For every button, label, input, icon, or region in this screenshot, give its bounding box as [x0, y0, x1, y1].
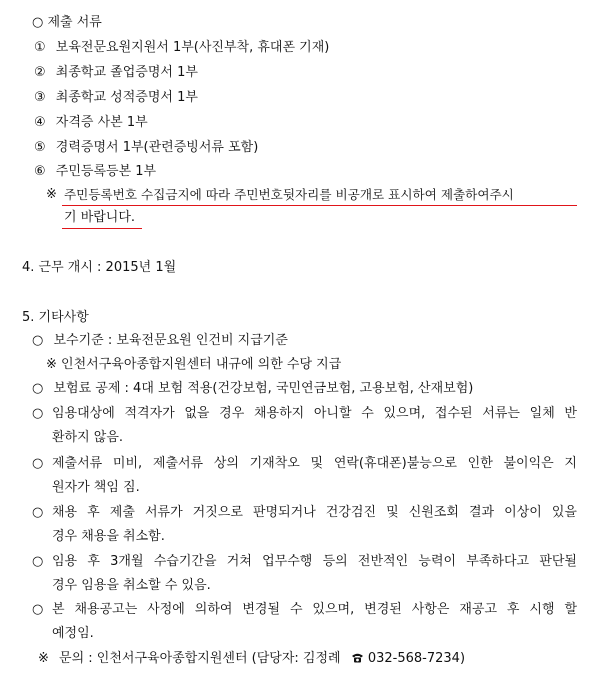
doc-item	[34, 139, 258, 157]
notice-line1: 채용 후 제출 서류가 거짓으로 판명되거나 건강검진 및 신원조회 결과 이상이 있을	[52, 505, 577, 520]
privacy-note-mark: ※	[46, 187, 57, 202]
insurance-item	[32, 380, 473, 398]
notice-line2: 원자가 책임 짐.	[52, 480, 140, 495]
notice-line1: 임용대상에 적격자가 없을 경우 채용하지 아니할 수 있으며, 접수된 서류는 일체 반	[52, 406, 577, 421]
privacy-note-line2: 기 바랍니다.	[64, 210, 136, 225]
notice-line1: 본 채용공고는 사정에 의하여 변경될 수 있으며, 변경된 사항은 재공고 후 시행 할	[52, 602, 577, 617]
notice-line2: 예정임.	[52, 626, 94, 641]
doc-item-number: ⑤	[34, 140, 46, 155]
section-5-title: 5. 기타사항	[22, 310, 89, 325]
notice-line2: 경우 채용을 취소함.	[52, 529, 165, 544]
bullet: ○	[32, 456, 44, 471]
privacy-note-underline	[62, 228, 142, 229]
bullet: ○	[32, 333, 44, 348]
doc-item-text: 보육전문요원지원서 1부(사진부착, 휴대폰 기재)	[55, 40, 330, 55]
doc-item	[34, 64, 198, 82]
section-4-title: 4. 근무 개시 : 2015년 1월	[22, 260, 177, 275]
contact-text: 문의 : 인천서구육아종합지원센터 (담당자: 김정례	[59, 651, 341, 666]
notice-line1: 임용 후 3개월 수습기간을 거쳐 업무수행 등의 전반적인 능력이 부족하다고 판단될	[52, 554, 577, 569]
salary-text: 보수기준 : 보육전문요원 인건비 지급기준	[53, 333, 288, 348]
contact-phone: 032-568-7234)	[367, 651, 466, 666]
doc-item-text: 자격증 사본 1부	[55, 115, 148, 130]
doc-item-text: 주민등록등본 1부	[55, 164, 157, 179]
doc-item-text: 경력증명서 1부(관련증빙서류 포함)	[55, 140, 259, 155]
docs-heading: ○ 제출 서류	[32, 15, 102, 30]
contact-mark: ※	[38, 651, 49, 666]
phone-icon	[351, 652, 364, 670]
privacy-note-underline	[62, 205, 577, 206]
salary-note: ※ 인천서구육아종합지원센터 내규에 의한 수당 지급	[46, 357, 342, 372]
insurance-text: 보험료 공제 : 4대 보험 적용(건강보험, 국민연금보험, 고용보험, 산재보험)	[53, 381, 474, 396]
notice-line2: 환하지 않음.	[52, 430, 124, 445]
doc-item-number: ③	[34, 90, 46, 105]
doc-item	[34, 114, 148, 132]
bullet: ○	[32, 602, 44, 617]
doc-item-number: ④	[34, 115, 46, 130]
privacy-note-line1: 주민등록번호 수집금지에 따라 주민번호뒷자리를 비공개로 표시하여 제출하여주시	[64, 187, 514, 202]
salary-item	[32, 332, 288, 350]
bullet: ○	[32, 554, 44, 569]
notice-line1: 제출서류 미비, 제출서류 상의 기재착오 및 연락(휴대폰)불능으로 인한 불이익은 지	[52, 456, 577, 471]
doc-item-text: 최종학교 성적증명서 1부	[55, 90, 198, 105]
doc-item-number: ①	[34, 40, 46, 55]
doc-item-number: ②	[34, 65, 46, 80]
doc-item	[34, 39, 329, 57]
bullet: ○	[32, 406, 44, 421]
bullet: ○	[32, 381, 44, 396]
bullet: ○	[32, 505, 44, 520]
contact-line	[38, 650, 465, 670]
doc-item	[34, 163, 156, 181]
doc-item-text: 최종학교 졸업증명서 1부	[55, 65, 198, 80]
notice-line2: 경우 임용을 취소할 수 있음.	[52, 578, 211, 593]
doc-item	[34, 89, 198, 107]
doc-item-number: ⑥	[34, 164, 46, 179]
